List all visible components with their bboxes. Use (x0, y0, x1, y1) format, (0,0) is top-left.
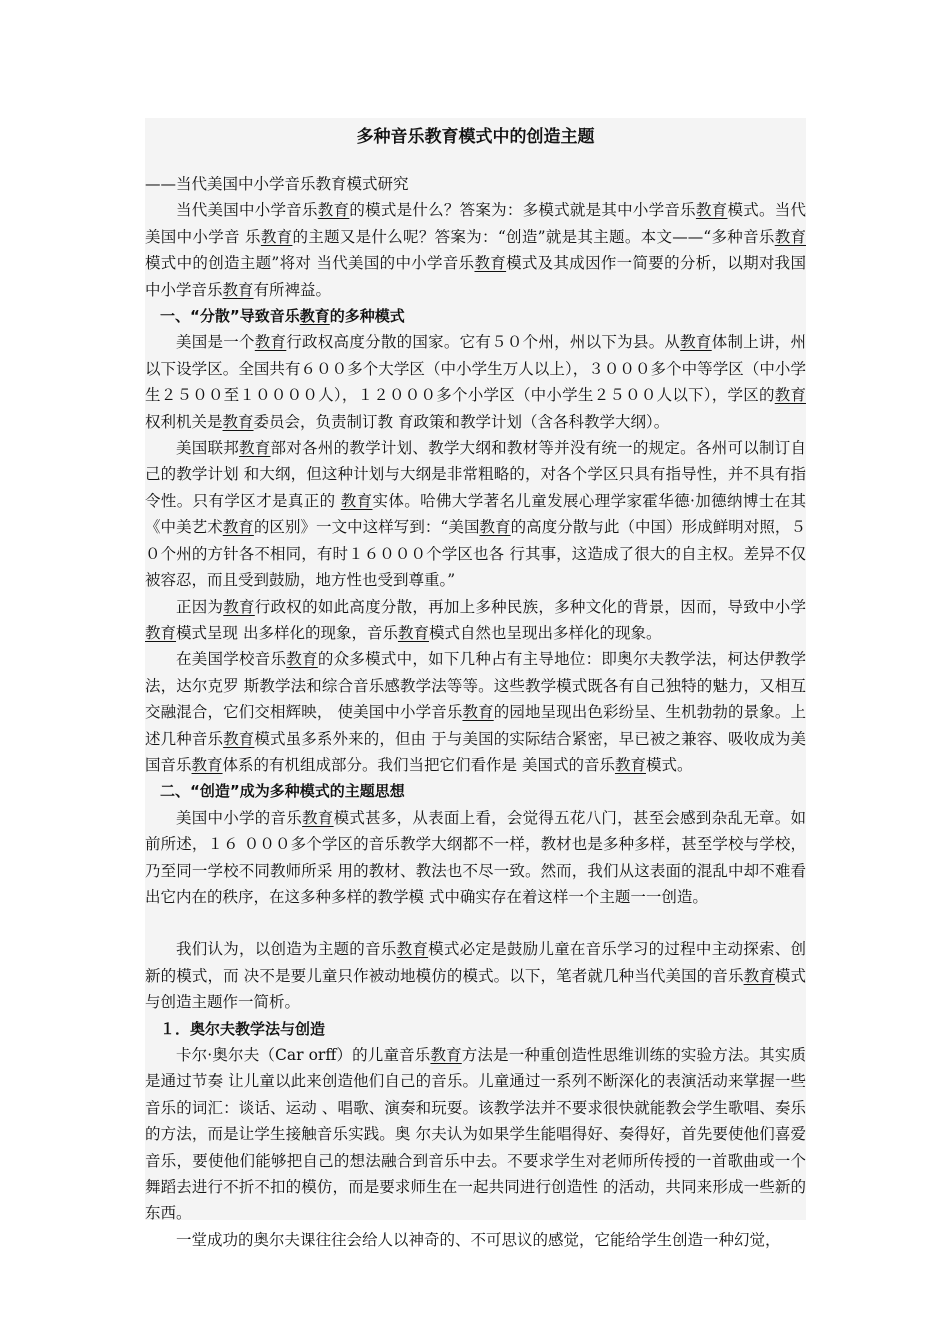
keyword-link[interactable]: 教育 (317, 201, 350, 220)
keyword-link[interactable]: 教育 (286, 650, 318, 669)
keyword-link[interactable]: 教育 (299, 307, 330, 326)
keyword-link[interactable]: 教育 (397, 623, 429, 642)
body-paragraph: 当代美国中小学音乐教育的模式是什么？答案为：多模式就是其中小学音乐教育模式。当代美国中小学音 乐教育的主题又是什么呢？答案为：“创造”就是其主题。本文——“多种音乐教育模式中的创造主题”将对 当代美国的中小学音乐教育模式及其成因作一简要的分析，以期对我国中小学音乐教育有所裨益。 (145, 201, 806, 299)
keyword-link[interactable]: 教育 (774, 227, 806, 246)
document-page (145, 118, 806, 1249)
keyword-link[interactable]: 教育 (479, 518, 511, 537)
keyword-link[interactable]: 教育 (302, 808, 334, 827)
body-paragraph: 美国是一个教育行政权高度分散的国家。它有５０个州，州以下为县。从教育体制上讲，州以下设学区。全国共有６００多个大学区（中小学生万人以上），３０００多个中等学区（中小学生２５００至１００００人），１２０００多个小学区（中小学生２５００人以下），学区的教育权利机关是教育委员会，负责制订教 育政策和教学计划（含各科教学大纲）。 (145, 333, 806, 431)
keyword-link[interactable]: 教育 (614, 755, 646, 774)
keyword-link[interactable]: 教育 (223, 597, 255, 616)
keyword-link[interactable]: 教育 (430, 1046, 462, 1064)
keyword-link[interactable]: 教育 (222, 518, 254, 537)
keyword-link[interactable]: 教育 (254, 333, 287, 352)
keyword-link[interactable]: 教育 (743, 966, 775, 985)
body-paragraph: 一堂成功的奥尔夫课往往会给人以神奇的、不可思议的感觉，它能给学生创造一种幻觉， (176, 1230, 781, 1249)
keyword-link[interactable]: 教育 (260, 227, 293, 246)
document-body (145, 197, 806, 1253)
keyword-link[interactable]: 教育 (145, 623, 177, 642)
keyword-link[interactable]: 教育 (774, 386, 806, 405)
document-subtitle: ——当代美国中小学音乐教育模式研究 (145, 175, 409, 193)
body-paragraph: 美国联邦教育部对各州的教学计划、教学大纲和教材等并没有统一的规定。各州可以制订自己的教学计划 和大纲，但这种计划与大纲是非常粗略的，对各个学区只具有指导性，并不具有指令性。只有学区才是真正的 教育实体。哈佛大学著名儿童发展心理学家霍华德·加德纳博士在其《中美艺术教育的区别》一文中这样写到：“美国教育的高度分散与此（中国）形成鲜明对照，５０个州的方针各不相同，有时１６０００个学区也各 行其事，这造成了很大的自主权。差异不仅被容忍，而且受到鼓励，地方性也受到尊重。” (145, 439, 806, 590)
keyword-link[interactable]: 教育 (396, 940, 429, 959)
keyword-link[interactable]: 教育 (340, 491, 373, 510)
keyword-link[interactable]: 教育 (680, 333, 712, 352)
blank-line (145, 910, 806, 936)
body-paragraph: 卡尔·奥尔夫（Car orff）的儿童音乐教育方法是一种重创造性思维训练的实验方法。其实质是通过节奏 让儿童以此来创造他们自己的音乐。儿童通过一系列不断深化的表演活动来掌握一些音乐的词汇：谈话、运动 、唱歌、演奏和玩耍。该教学法并不要求很快就能教会学生歌唱、奏乐的方法，而是让学生接触音乐实践。奥 尔夫认为如果学生能唱得好、奏得好，首先要使他们喜爱音乐，要使他们能够把自己的想法融合到音乐中去。不要求学生对老师所传授的一首歌曲或一个舞蹈去进行不折不扣的模仿，而是要求师生在一起共同进行创造性 的活动，共同来形成一些新的东西。 (145, 1046, 806, 1223)
keyword-link[interactable]: 教育 (695, 201, 728, 220)
section-heading: 二、“创造”成为多种模式的主题思想 (160, 782, 405, 801)
body-paragraph: 在美国学校音乐教育的众多模式中，如下几种占有主导地位：即奥尔夫教学法，柯达伊教学法，达尔克罗 斯教学法和综合音乐感教学法等等。这些教学模式既各有自己独特的魅力，又相互交融混合，它们交相辉映， 使美国中小学音乐教育的园地呈现出色彩纷呈、生机勃勃的景象。上述几种音乐教育模式虽多系外来的，但由 于与美国的实际结合紧密，早已被之兼容、吸收成为美国音乐教育体系的有机组成部分。我们当把它们看作是 美国式的音乐教育模式。 (145, 650, 806, 774)
keyword-link[interactable]: 教育 (191, 755, 223, 774)
section-heading: 一、“分散”导致音乐教育的多种模式 (160, 307, 405, 326)
document-title: 多种音乐教育模式中的创造主题 (356, 127, 595, 147)
keyword-link[interactable]: 教育 (462, 703, 494, 722)
body-paragraph: 我们认为，以创造为主题的音乐教育模式必定是鼓励儿童在音乐学习的过程中主动探索、创新的模式，而 决不是要儿童只作被动地模仿的模式。以下，笔者就几种当代美国的音乐教育模式与创造主题作一简析。 (145, 940, 806, 1012)
body-paragraph: 美国中小学的音乐教育模式甚多，从表面上看，会觉得五花八门，甚至会感到杂乱无章。如前所述，１６ ０００多个学区的音乐教学大纲都不一样，教材也是多种多样，甚至学校与学校，乃至同一学校不同教师所采 用的教材、教法也不尽一致。然而，我们从这表面的混乱中却不难看出它内在的秩序，在这多种多样的教学模 式中确实存在着这样一个主题一一创造。 (145, 808, 806, 906)
keyword-link[interactable]: 教育 (223, 729, 255, 748)
keyword-link[interactable]: 教育 (222, 280, 254, 299)
keyword-link[interactable]: 教育 (239, 439, 271, 458)
keyword-link[interactable]: 教育 (222, 412, 254, 431)
body-paragraph: 正因为教育行政权的如此高度分散，再加上多种民族，多种文化的背景，因而，导致中小学教育模式呈现 出多样化的现象，音乐教育模式自然也呈现出多样化的现象。 (145, 597, 806, 642)
title-spacer (145, 154, 806, 171)
keyword-link[interactable]: 教育 (474, 254, 507, 273)
section-heading: １．奥尔夫教学法与创造 (160, 1019, 326, 1038)
